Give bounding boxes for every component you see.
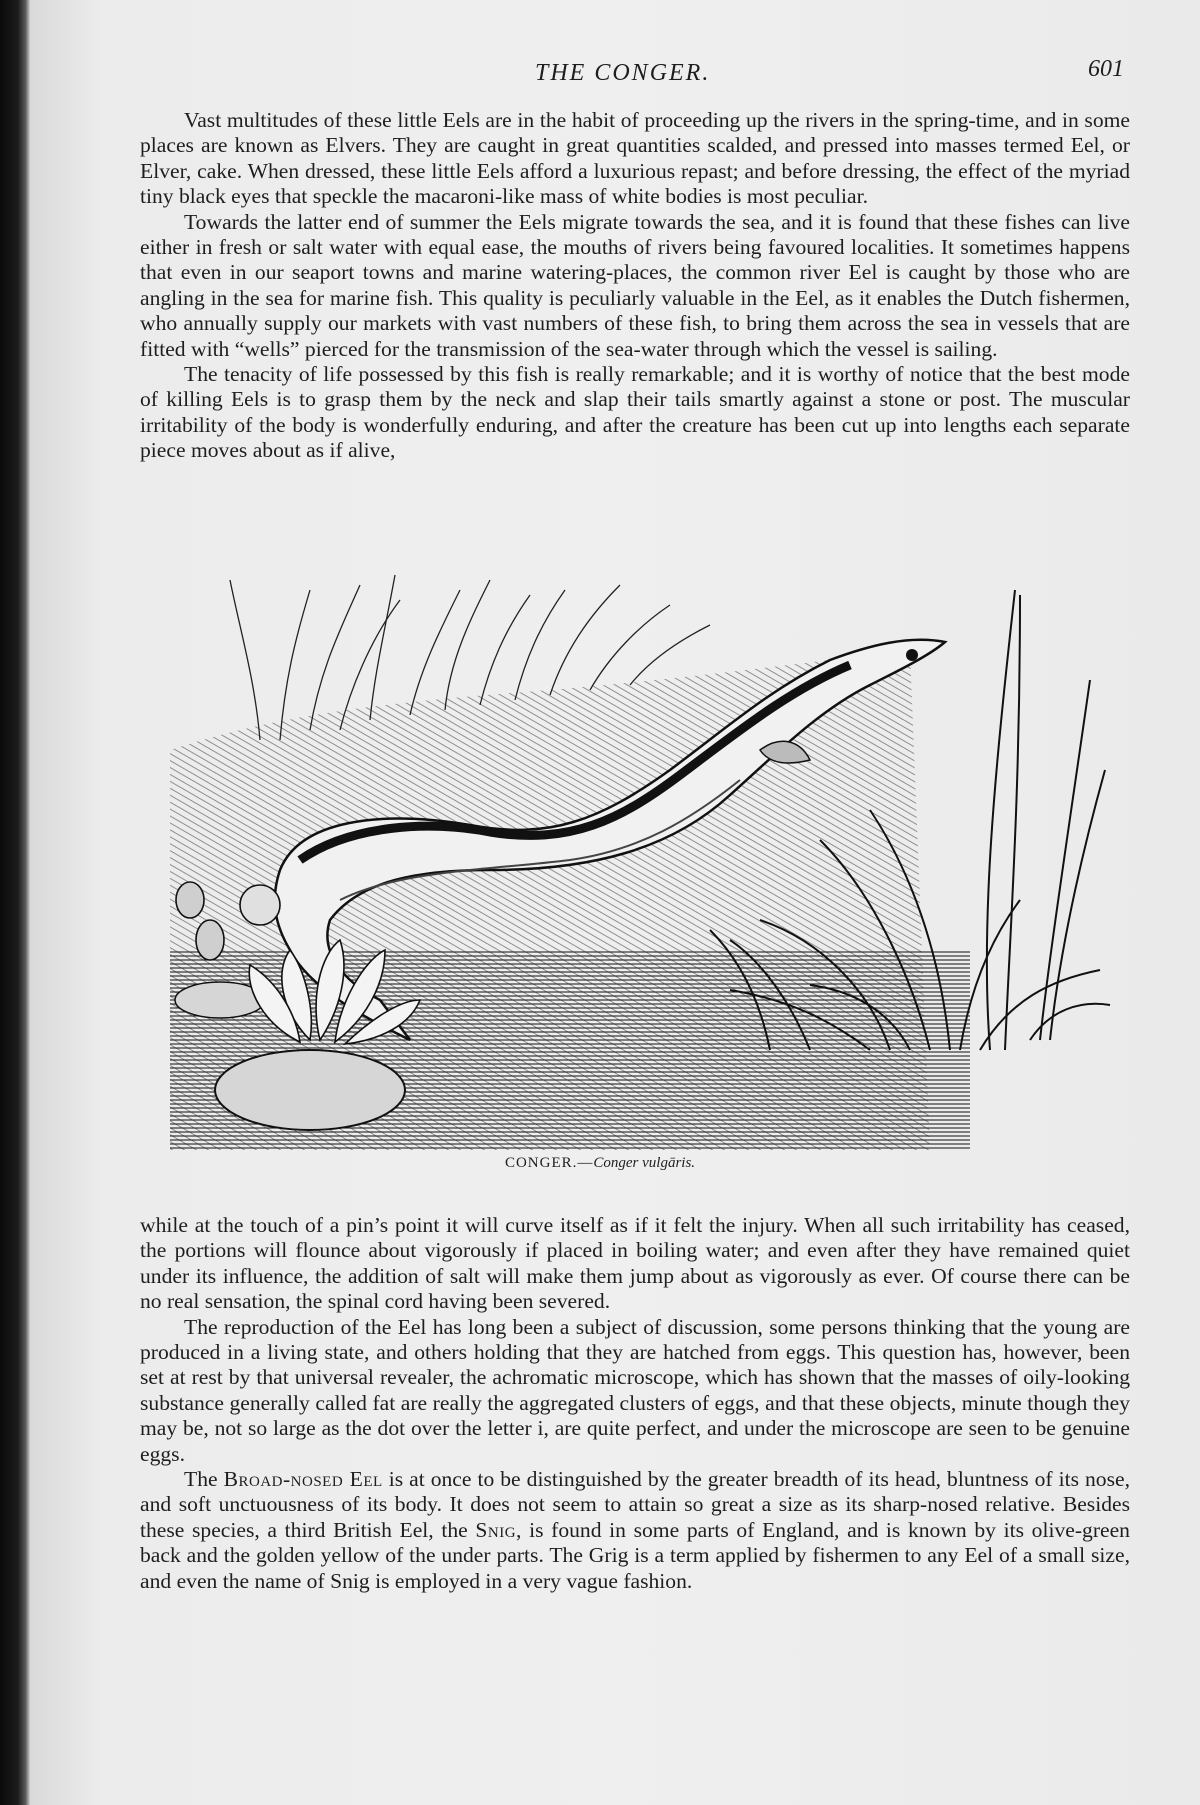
conger-engraving — [170, 570, 1120, 1150]
paragraph-broad-nosed-eel — [140, 1467, 1130, 1594]
caption-scientific-name: Conger vulgāris. — [593, 1155, 696, 1171]
broad-nosed-eel-term: Broad-nosed Eel — [223, 1467, 383, 1492]
broad-mid-text: is at once to be distinguished by the greater breadth of its head, bluntness of its nose, and soft unctuousness of its body. It does not seem to attain so great a size as its sharp-nosed relative. Besides these species, a third British Eel, the — [140, 1467, 1130, 1542]
paragraph-continuation: while at the touch of a pin’s point it will curve itself as if it felt the injury. When all such irritability has ceased, the portions will flounce about vigorously if placed in boiling water; and even after they have remained quiet under its influence, the addition of salt will make them jump about as vigorously as ever. Of course there can be no real sensation, the spinal cord having been severed. — [140, 1213, 1130, 1314]
text-block-bottom — [140, 1213, 1130, 1594]
paragraph-elvers: Vast multitudes of these little Eels are in the habit of proceeding up the rivers in the spring-time, and in some places are known as Elvers. They are caught in great quantities scalded, and pressed into masses termed Eel, or Elver, cake. When dressed, these little Eels afford a luxurious repast; and before dressing, the effect of the myriad tiny black eyes that speckle the macaroni-like mass of white bodies is most peculiar. — [140, 108, 1130, 209]
text-block-top — [140, 108, 1130, 464]
paragraph-tenacity: The tenacity of life possessed by this fish is really remarkable; and it is worthy of notice that the best mode of killing Eels is to grasp them by the neck and slap their tails smartly against a stone or post. The muscular irritability of the body is wonderfully enduring, and after the creature has been cut up into lengths each separate piece moves about as if alive, — [140, 362, 1130, 463]
snig-term: Snig — [475, 1517, 517, 1542]
broad-end-text: , is found in some parts of England, and is known by its olive-green back and the golden yellow of the under parts. The Grig is a term applied by fishermen to any Eel of a small size, and even the name of Snig is employed in a very vague fashion. — [140, 1517, 1130, 1593]
page-number: 601 — [1088, 56, 1124, 82]
paragraph-migration: Towards the latter end of summer the Eels migrate towards the sea, and it is found that these fishes can live either in fresh or salt water with equal ease, the mouths of rivers being favoured localities. It sometimes happens that even in our seaport towns and marine watering-places, the common river Eel is caught by those who are angling in the sea for marine fish. This quality is peculiarly valuable in the Eel, as it enables the Dutch fishermen, who annually supply our markets with vast numbers of these fish, to bring them across the sea in vessels that are fitted with “wells” pierced for the transmission of the sea-water through which the vessel is sailing. — [140, 209, 1130, 361]
paragraph-reproduction: The reproduction of the Eel has long been a subject of discussion, some persons thinking that the young are produced in a living state, and others holding that they are hatched from eggs. This question has, however, been set at rest by that universal revealer, the achromatic microscope, which has shown that the masses of oily-looking substance generally called fat are really the aggregated clusters of eggs, and that these objects, minute though they may be, not so large as the dot over the letter i, are quite perfect, and under the microscope are seen to be genuine eggs. — [140, 1314, 1130, 1466]
running-title: THE CONGER. — [535, 60, 711, 86]
figure-caption — [0, 1155, 1200, 1172]
caption-name: CONGER.— — [504, 1155, 594, 1171]
broad-lead-text: The — [184, 1467, 224, 1492]
book-binding-edge — [0, 0, 30, 1805]
